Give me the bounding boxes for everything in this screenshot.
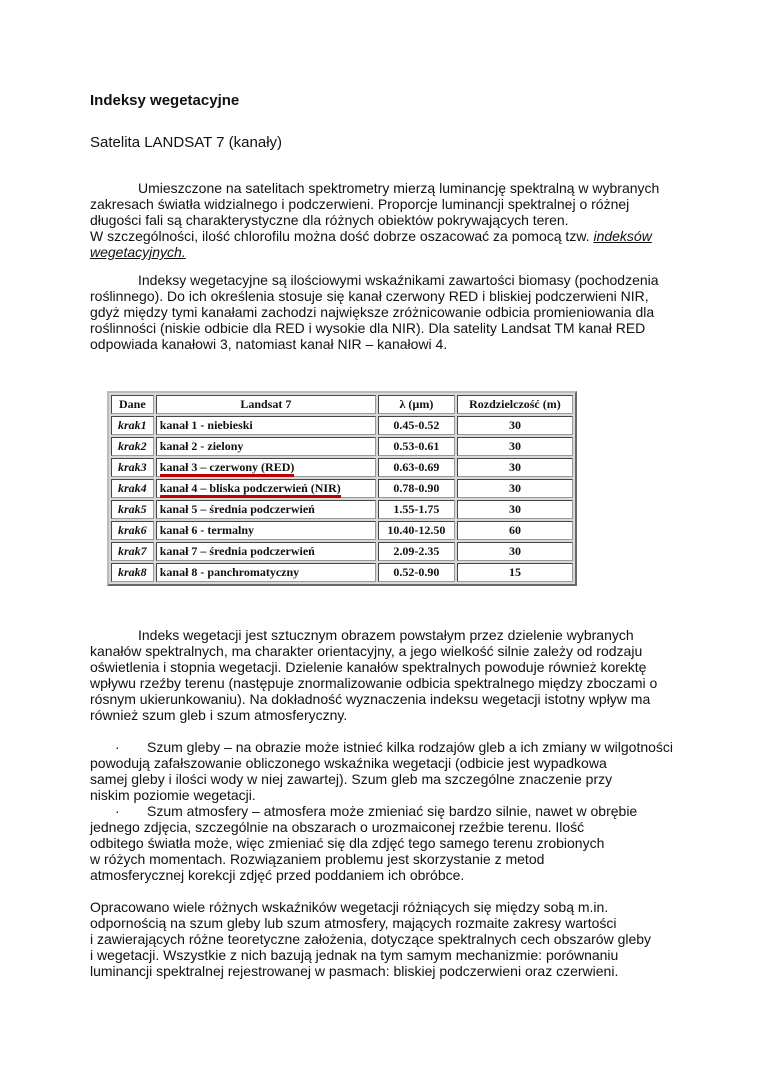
table-row xyxy=(111,416,573,435)
bullet-icon: · xyxy=(115,739,120,755)
cell-text: kanał 6 - termalny xyxy=(159,523,255,537)
cell-text: 0.45-0.52 xyxy=(393,418,440,432)
text-line: samej gleby i ilości wody w niej zawartej). Szum gleb ma szczególne znaczenie przy xyxy=(90,771,613,787)
paragraph-indices xyxy=(90,272,659,352)
cell-text: 30 xyxy=(508,460,521,474)
text-line: gdyż między tymi kanałami zachodzi największe zróżnicowanie odbicia promieniowania dla xyxy=(90,304,655,320)
table-cell xyxy=(378,479,455,498)
column-header: Dane xyxy=(111,395,154,414)
table-cell xyxy=(156,437,376,456)
cell-text: krak5 xyxy=(118,502,147,516)
text-line: wpływu rzeźby terenu (następuje znormalizowanie odbicia spektralnego między zboczami o xyxy=(90,675,658,691)
text-line: odbitego światła może, więc zmieniać się dla zdjęć tego samego terenu zrobionych xyxy=(90,835,605,851)
table-cell xyxy=(378,500,455,519)
cell-text: krak1 xyxy=(118,418,147,432)
cell-text: kanał 5 – średnia podczerwień xyxy=(159,502,315,516)
cell-text: krak8 xyxy=(118,565,147,579)
table-cell xyxy=(111,521,154,540)
table-cell xyxy=(378,521,455,540)
paragraph-intro xyxy=(90,180,659,260)
text-line xyxy=(90,803,637,819)
table-cell xyxy=(111,563,154,582)
cell-text: kanał 7 – średnia podczerwień xyxy=(159,544,315,558)
column-header: Rozdzielczość (m) xyxy=(457,395,573,414)
document-subtitle: Satelita LANDSAT 7 (kanały) xyxy=(90,134,283,151)
text-line: rósnym ukierunkowaniu). Na dokładność wyznaczenia indeksu wegetacji istotny wpływ ma xyxy=(90,691,651,707)
text-line: i wegetacji. Wszystkie z nich bazują jednak na tym samym mechanizmie: porównaniu xyxy=(90,947,619,963)
table-cell xyxy=(156,563,376,582)
text-line: powodują zafałszowanie obliczonego wskaźnika wegetacji (odbicie jest wypadkowa xyxy=(90,755,607,771)
paragraph-vegetation-index xyxy=(90,627,657,723)
cell-text: 0.63-0.69 xyxy=(393,460,440,474)
cell-text: 10.40-12.50 xyxy=(387,523,446,537)
column-header: Landsat 7 xyxy=(156,395,376,414)
table-row xyxy=(111,500,573,519)
table-row xyxy=(111,458,573,477)
cell-text: 30 xyxy=(508,418,521,432)
text-line: zakresach światła widzialnego i podczerwieni. Proporcje luminancji spektralnej o różnej xyxy=(90,196,630,212)
cell-text: 15 xyxy=(508,565,521,579)
table-cell xyxy=(378,563,455,582)
text-line xyxy=(90,228,659,244)
cell-text: krak7 xyxy=(118,544,147,558)
text-line: i zawierających różne teoretyczne założenia, dotyczące spektralnych cech obszarów gleby xyxy=(90,931,652,947)
cell-text: 0.78-0.90 xyxy=(393,481,440,495)
table-cell xyxy=(378,437,455,456)
bullet-soil-noise xyxy=(90,739,673,803)
text-line: Umieszczone na satelitach spektrometry mierzą luminancję spektralną w wybranych xyxy=(138,180,660,196)
table-cell xyxy=(457,437,573,456)
table-cell xyxy=(111,437,154,456)
cell-text: kanał 8 - panchromatyczny xyxy=(159,565,300,579)
table-cell xyxy=(111,500,154,519)
text-line: Indeks wegetacji jest sztucznym obrazem powstałym przez dzielenie wybranych xyxy=(138,627,634,643)
table-header-row xyxy=(111,395,573,414)
bullet-atmosphere-noise xyxy=(90,803,637,883)
table-cell xyxy=(457,416,573,435)
cell-text: 30 xyxy=(508,502,521,516)
table-cell xyxy=(457,479,573,498)
table-cell xyxy=(457,500,573,519)
text-line: niskim poziomie wegetacji. xyxy=(90,787,256,803)
highlighted-band-label: kanał 4 – bliska podczerwień (NIR) xyxy=(160,481,341,498)
cell-text: kanał 2 - zielony xyxy=(159,439,244,453)
text-line: oświetlenia i stopnia wegetacji. Dzielenie kanałów spektralnych powoduje również korektę xyxy=(90,659,647,675)
table-cell xyxy=(457,458,573,477)
cell-text: krak6 xyxy=(118,523,147,537)
text-line xyxy=(90,244,659,260)
table-cell xyxy=(378,416,455,435)
cell-text: 30 xyxy=(508,544,521,558)
landsat-bands-table xyxy=(107,391,577,586)
table-row xyxy=(111,542,573,561)
text-line: w różych momentach. Rozwiązaniem problemu jest skorzystanie z metod xyxy=(90,851,545,867)
cell-text: krak4 xyxy=(118,481,147,495)
text-line: Opracowano wiele różnych wskaźników wegetacji różniących się między sobą m.in. xyxy=(90,899,609,915)
text-line: jednego zdjęcia, szczególnie na obszarach o urozmaiconej rzeźbie terenu. Ilość xyxy=(90,819,585,835)
table-cell xyxy=(111,416,154,435)
cell-text: krak3 xyxy=(118,460,147,474)
cell-text: 60 xyxy=(508,523,521,537)
table-cell xyxy=(457,563,573,582)
term-link: indeksów xyxy=(593,228,652,244)
bullet-icon: · xyxy=(115,803,120,819)
cell-text: kanał 1 - niebieski xyxy=(159,418,253,432)
table-cell xyxy=(156,479,376,498)
text-fragment: Szum atmosfery – atmosfera może zmieniać się bardzo silnie, nawet w obrębie xyxy=(147,803,638,819)
table-cell xyxy=(156,458,376,477)
text-line: odpowiada kanałowi 3, natomiast kanał NIR – kanałowi 4. xyxy=(90,336,448,352)
text-line: luminancji spektralnej rejestrowanej w pasmach: bliskiej podczerwieni oraz czerwieni. xyxy=(90,963,619,979)
term-link: wegetacyjnych. xyxy=(90,244,186,260)
cell-text: 30 xyxy=(508,439,521,453)
text-line: kanałów spektralnych, ma charakter orientacyjny, a jego wielkość silnie zależy od rodzaju xyxy=(90,643,643,659)
table-cell xyxy=(111,542,154,561)
table-cell xyxy=(457,542,573,561)
cell-text: 30 xyxy=(508,481,521,495)
text-line: odpornością na szum gleby lub szum atmosfery, mających rozmaite zakresy wartości xyxy=(90,915,617,931)
table-cell xyxy=(111,458,154,477)
table-cell xyxy=(156,521,376,540)
text-line: Indeksy wegetacyjne są ilościowymi wskaźnikami zawartości biomasy (pochodzenia xyxy=(138,272,659,288)
table-cell xyxy=(378,542,455,561)
text-line: roślinności (niskie odbicie dla RED i wysokie dla NIR). Dla satelity Landsat TM kanał RED xyxy=(90,320,646,336)
text-fragment: W szczególności, ilość chlorofilu można dość dobrze oszacować za pomocą tzw. xyxy=(90,228,594,244)
text-line: roślinnego). Do ich określenia stosuje się kanał czerwony RED i bliskiej podczerwieni NIR, xyxy=(90,288,649,304)
text-line: atmosferycznej korekcji zdjęć przed poddaniem ich obróbce. xyxy=(90,867,465,883)
table-cell xyxy=(156,500,376,519)
table-row xyxy=(111,437,573,456)
table-row xyxy=(111,479,573,498)
text-fragment: Szum gleby – na obrazie może istnieć kilka rodzajów gleb a ich zmiany w wilgotności xyxy=(147,739,674,755)
table-cell xyxy=(457,521,573,540)
table-cell xyxy=(378,458,455,477)
document-title: Indeksy wegetacyjne xyxy=(90,92,240,109)
table-cell xyxy=(156,542,376,561)
table-cell xyxy=(156,416,376,435)
text-line: również szum gleb i szum atmosferyczny. xyxy=(90,707,348,723)
cell-text: 1.55-1.75 xyxy=(393,502,440,516)
text-line xyxy=(90,739,673,755)
highlighted-band-label: kanał 3 – czerwony (RED) xyxy=(160,460,295,477)
paragraph-summary xyxy=(90,899,651,979)
table-cell xyxy=(111,479,154,498)
column-header: λ (µm) xyxy=(378,395,455,414)
cell-text: 0.52-0.90 xyxy=(393,565,440,579)
table-row xyxy=(111,521,573,540)
text-line: długości fali są charakterystyczne dla różnych obiektów pokrywających teren. xyxy=(90,212,569,228)
cell-text: krak2 xyxy=(118,439,147,453)
cell-text: 2.09-2.35 xyxy=(393,544,440,558)
cell-text: 0.53-0.61 xyxy=(393,439,440,453)
table-row xyxy=(111,563,573,582)
